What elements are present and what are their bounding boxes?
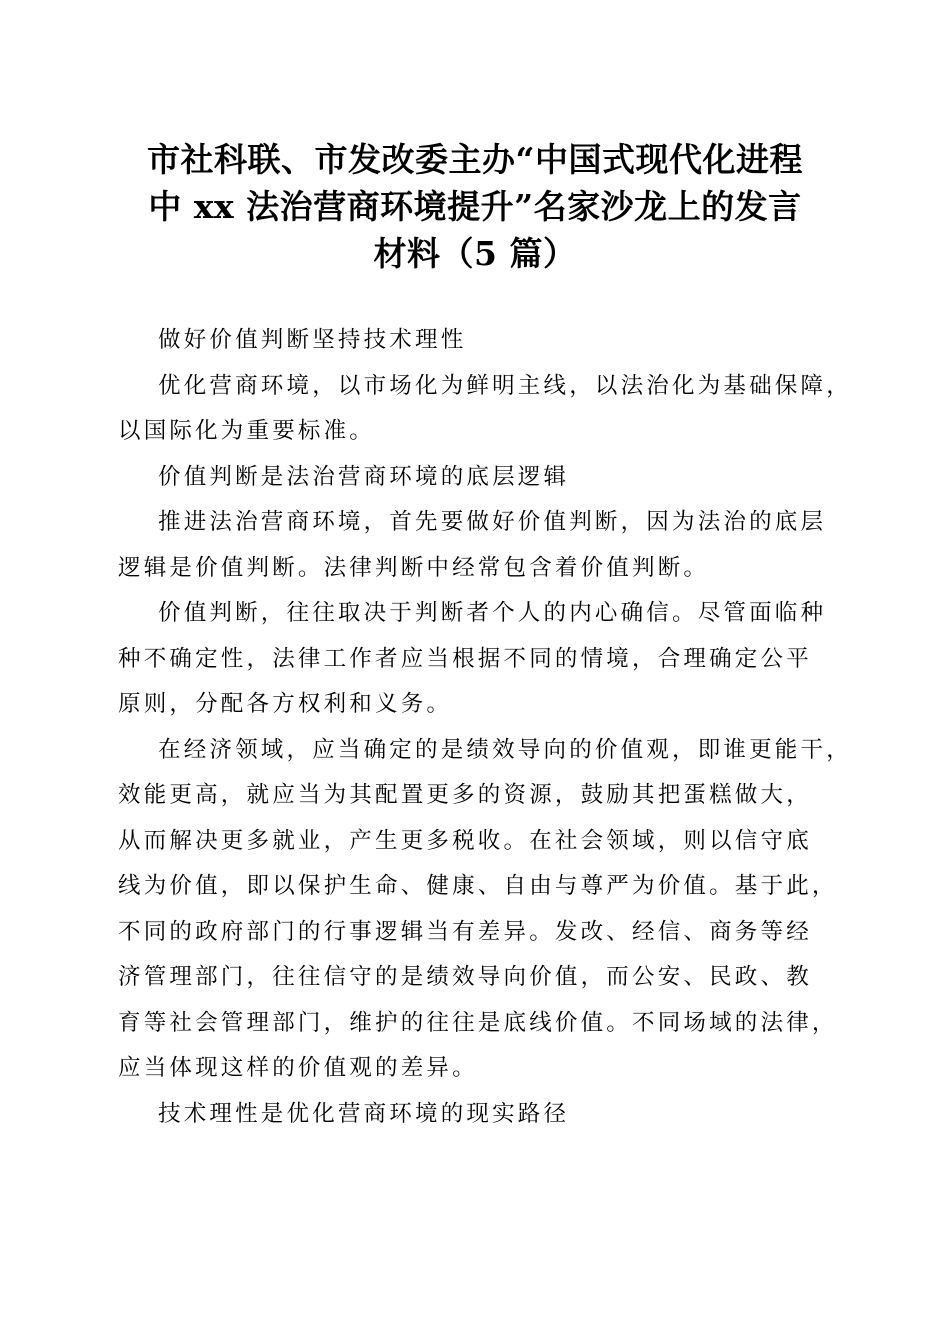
- text-line: 种不确定性，法律工作者应当根据不同的情境，合理确定公平: [118, 645, 812, 672]
- section-heading: [118, 318, 840, 364]
- text-line: 应当体现这样的价值观的差异。: [118, 1055, 478, 1081]
- text-line: 从而解决更多就业，产生更多税收。在社会领域，则以信守底: [118, 827, 812, 854]
- paragraph: [118, 364, 852, 455]
- paragraph: [118, 728, 852, 1092]
- text-line: 在经济领域，应当确定的是绩效导向的价值观，即谁更能干，: [158, 736, 852, 763]
- text-line: 原则，分配各方权利和义务。: [118, 691, 453, 717]
- document-title: [110, 136, 840, 277]
- title-line: 中 xx 法治营商环境提升”名家沙龙上的发言: [148, 187, 802, 226]
- text-line: 育等社会管理部门，维护的往往是底线价值。不同场域的法律，: [118, 1009, 838, 1036]
- paragraph: [118, 591, 840, 728]
- text-line: 济管理部门，往往信守的是绩效导向价值，而公安、民政、教: [118, 964, 812, 990]
- paragraph: [118, 500, 840, 591]
- text-line: 推进法治营商环境，首先要做好价值判断，因为法治的底层: [158, 509, 827, 535]
- text-line: 优化营商环境，以市场化为鲜明主线，以法治化为基础保障，: [158, 372, 852, 399]
- section-heading: [118, 455, 840, 501]
- text-line: 做好价值判断坚持技术理性: [158, 327, 467, 353]
- title-line: 材料（5 篇）: [373, 234, 577, 273]
- text-line: 效能更高，就应当为其配置更多的资源，鼓励其把蛋糕做大，: [118, 782, 812, 808]
- text-line: 技术理性是优化营商环境的现实路径: [158, 1100, 570, 1127]
- text-line: 以国际化为重要标准。: [118, 418, 376, 444]
- text-line: 不同的政府部门的行事逻辑当有差异。发改、经信、商务等经: [118, 918, 812, 945]
- text-line: 价值判断是法治营商环境的底层逻辑: [158, 463, 570, 490]
- text-line: 线为价值，即以保护生命、健康、自由与尊严为价值。基于此，: [118, 873, 838, 899]
- text-line: 逻辑是价值判断。法律判断中经常包含着价值判断。: [118, 554, 710, 581]
- section-heading: [118, 1092, 840, 1138]
- document-body: [118, 318, 852, 1137]
- title-line: 市社科联、市发改委主办“中国式现代化进程: [147, 140, 803, 179]
- text-line: 价值判断，往往取决于判断者个人的内心确信。尽管面临种: [158, 600, 827, 626]
